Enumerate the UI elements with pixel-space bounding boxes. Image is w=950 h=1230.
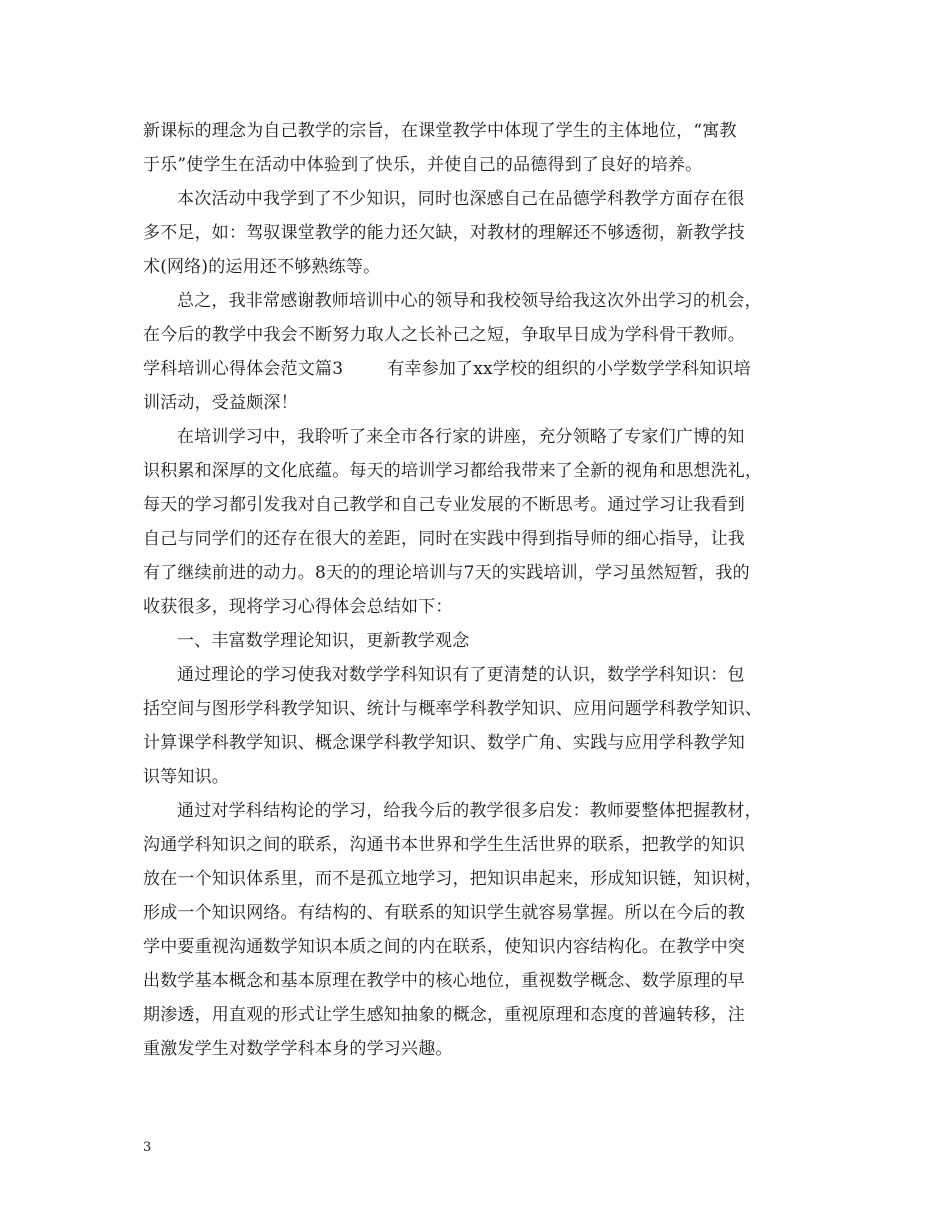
text-line: 期渗透，用直观的形式让学生感知抽象的概念，重视原理和态度的普遍转移，注 <box>143 1005 745 1025</box>
document-body <box>143 114 823 1066</box>
text-line: 出数学基本概念和基本原理在教学中的核心地位，重视数学概念、数学原理的早 <box>143 971 745 991</box>
text-line: 术(网络)的运用还不够熟练等。 <box>143 257 381 277</box>
text-line: 重激发学生对数学学科本身的学习兴趣。 <box>143 1039 453 1059</box>
text-line: 放在一个知识体系里，而不是孤立地学习，把知识串起来，形成知识链，知识树， <box>143 869 763 889</box>
text-line: 收获很多，现将学习心得体会总结如下： <box>143 597 453 617</box>
text-line: 新课标的理念为自己教学的宗旨，在课堂教学中体现了学生的主体地位，“寓教 <box>143 121 737 141</box>
section-heading-line <box>143 352 823 386</box>
text-line: 学中要重视沟通数学知识本质之间的内在联系，使知识内容结构化。在教学中突 <box>143 937 745 957</box>
text-line: 括空间与图形学科教学知识、统计与概率学科教学知识、应用问题学科教学知识、 <box>143 699 763 719</box>
text-line: 每天的学习都引发我对自己教学和自己专业发展的不断思考。通过学习让我看到 <box>143 495 745 515</box>
text-line: 在今后的教学中我会不断努力取人之长补己之短，争取早日成为学科骨干教师。 <box>143 325 745 345</box>
text-line: 通过对学科结构论的学习，给我今后的教学很多启发：教师要整体把握教材， <box>177 801 762 821</box>
text-line: 通过理论的学习使我对数学学科知识有了更清楚的认识，数学学科知识：包 <box>177 665 745 685</box>
text-line: 训活动，受益颇深！ <box>143 393 298 413</box>
text-line: 计算课学科教学知识、概念课学科教学知识、数学广角、实践与应用学科教学知 <box>143 733 745 753</box>
text-line: 有了继续前进的动力。8天的的理论培训与7天的实践培训，学习虽然短暂，我的 <box>143 563 750 583</box>
section-heading: 学科培训心得体会范文篇3 <box>143 359 344 379</box>
text-line: 在培训学习中，我聆听了来全市各行家的讲座，充分领略了专家们广博的知 <box>177 427 745 447</box>
text-run: 有幸参加了xx学校的组织的小学数学学科知识培 <box>387 359 751 379</box>
page-number: 3 <box>143 1140 152 1155</box>
text-line: 于乐”使学生在活动中体验到了快乐，并使自己的品德得到了良好的培养。 <box>143 155 703 175</box>
text-line: 形成一个知识网络。有结构的、有联系的知识学生就容易掌握。所以在今后的教 <box>143 903 745 923</box>
text-line: 识等知识。 <box>143 767 229 787</box>
text-line: 识积累和深厚的文化底蕴。每天的培训学习都给我带来了全新的视角和思想洗礼， <box>143 461 763 481</box>
text-line: 沟通学科知识之间的联系，沟通书本世界和学生生活世界的联系，把教学的知识 <box>143 835 745 855</box>
text-line: 多不足，如：驾驭课堂教学的能力还欠缺，对教材的理解还不够透彻，新教学技 <box>143 223 745 243</box>
subheading: 一、丰富数学理论知识，更新教学观念 <box>177 631 470 651</box>
text-line: 自己与同学们的还存在很大的差距，同时在实践中得到指导师的细心指导，让我 <box>143 529 745 549</box>
text-line: 本次活动中我学到了不少知识，同时也深感自己在品德学科教学方面存在很 <box>177 189 745 209</box>
text-line: 总之，我非常感谢教师培训中心的领导和我校领导给我这次外出学习的机会， <box>177 291 762 311</box>
